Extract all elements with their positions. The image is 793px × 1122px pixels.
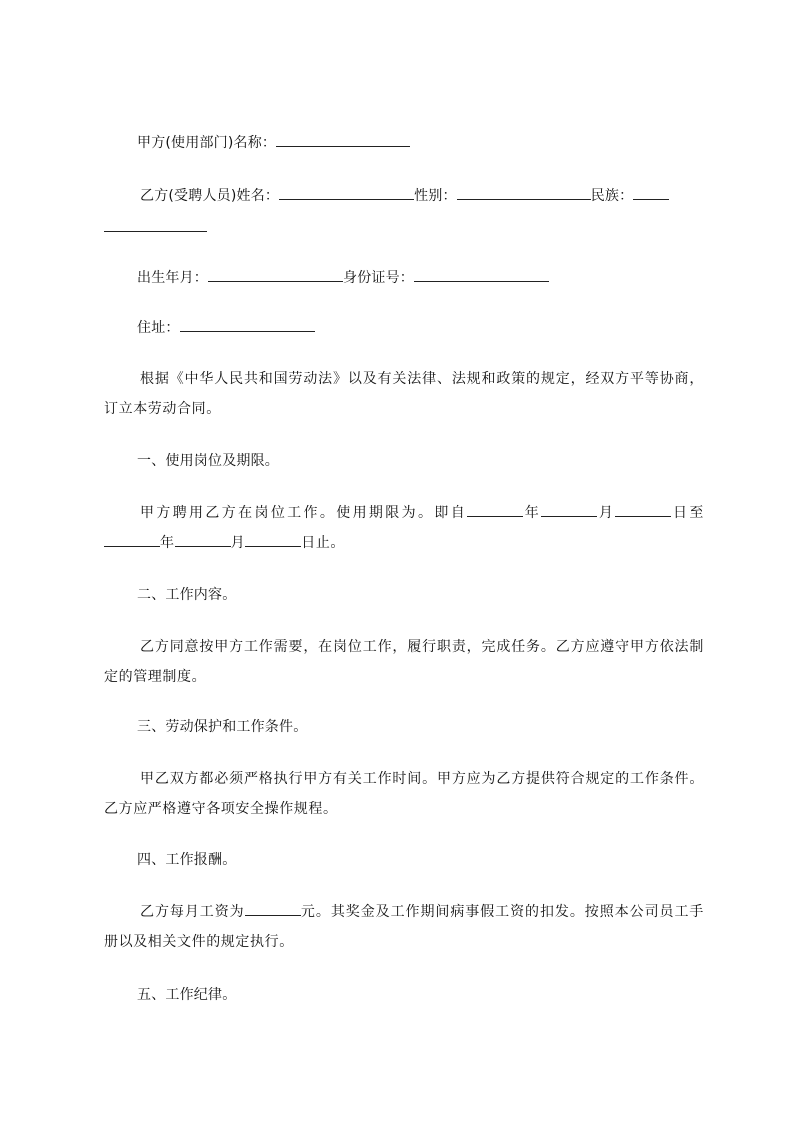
s4-text-a: 乙方每月工资为 bbox=[140, 904, 245, 920]
id-label: 身份证号： bbox=[343, 270, 414, 286]
start-day-blank bbox=[615, 503, 671, 517]
section-1-title: 一、使用岗位及期限。 bbox=[137, 453, 279, 469]
s1-stop: 日止。 bbox=[301, 535, 346, 551]
party-a-line bbox=[104, 133, 737, 152]
section-4-title: 四、工作报酬。 bbox=[137, 852, 237, 868]
section-2-text: 乙方同意按甲方工作需要，在岗位工作，履行职责，完成任务。乙方应遵守甲方依法制定的管理制度。 bbox=[104, 639, 704, 685]
section-1-text bbox=[104, 498, 704, 558]
s4-text-b: 元。其奖金及工作期间病事假工资的扣发。按照本公司员工手册以及相关文件的规定执行。 bbox=[104, 904, 704, 950]
address-blank bbox=[180, 318, 315, 332]
section-3-title: 三、劳动保护和工作条件。 bbox=[137, 719, 308, 735]
birth-blank bbox=[208, 268, 343, 282]
gender-blank bbox=[457, 186, 591, 200]
ethnicity-label: 民族： bbox=[590, 188, 634, 204]
end-year-blank bbox=[104, 533, 160, 547]
birth-id-line bbox=[104, 268, 737, 287]
s1-text-a: 甲方聘用乙方在岗位工作。使用期限为。即自 bbox=[140, 505, 468, 521]
id-blank bbox=[414, 268, 549, 282]
gender-label: 性别： bbox=[414, 188, 457, 204]
address-label: 住址： bbox=[137, 320, 180, 336]
salary-blank bbox=[245, 902, 301, 916]
address-line bbox=[104, 318, 737, 337]
section-2-title: 二、工作内容。 bbox=[137, 587, 237, 603]
party-a-label: 甲方(使用部门)名称： bbox=[137, 135, 277, 151]
s1-day-1: 日 bbox=[671, 505, 690, 521]
s1-to: 至 bbox=[689, 505, 704, 521]
end-month-blank bbox=[175, 533, 231, 547]
party-a-name-blank bbox=[276, 133, 410, 147]
intro-paragraph: 根据《中华人民共和国劳动法》以及有关法律、法规和政策的规定，经双方平等协商，订立本劳动合同。 bbox=[104, 371, 704, 417]
party-b-line bbox=[104, 186, 740, 205]
birth-label: 出生年月： bbox=[137, 270, 208, 286]
s1-month-2: 月 bbox=[230, 535, 246, 551]
s1-month-1: 月 bbox=[597, 505, 616, 521]
ethnicity-blank-continued bbox=[104, 230, 207, 232]
section-3-text: 甲乙双方都必须严格执行甲方有关工作时间。甲方应为乙方提供符合规定的工作条件。乙方应严格遵守各项安全操作规程。 bbox=[104, 771, 704, 817]
section-5-title: 五、工作纪律。 bbox=[137, 987, 237, 1003]
section-4-text bbox=[104, 897, 704, 957]
party-b-name-label: 乙方(受聘人员)姓名： bbox=[140, 188, 280, 204]
party-b-name-blank bbox=[279, 186, 414, 200]
start-month-blank bbox=[541, 503, 597, 517]
ethnicity-blank bbox=[633, 186, 669, 200]
s1-year-2: 年 bbox=[160, 535, 175, 551]
s1-year-1: 年 bbox=[523, 505, 542, 521]
start-year-blank bbox=[467, 503, 523, 517]
end-day-blank bbox=[245, 533, 301, 547]
